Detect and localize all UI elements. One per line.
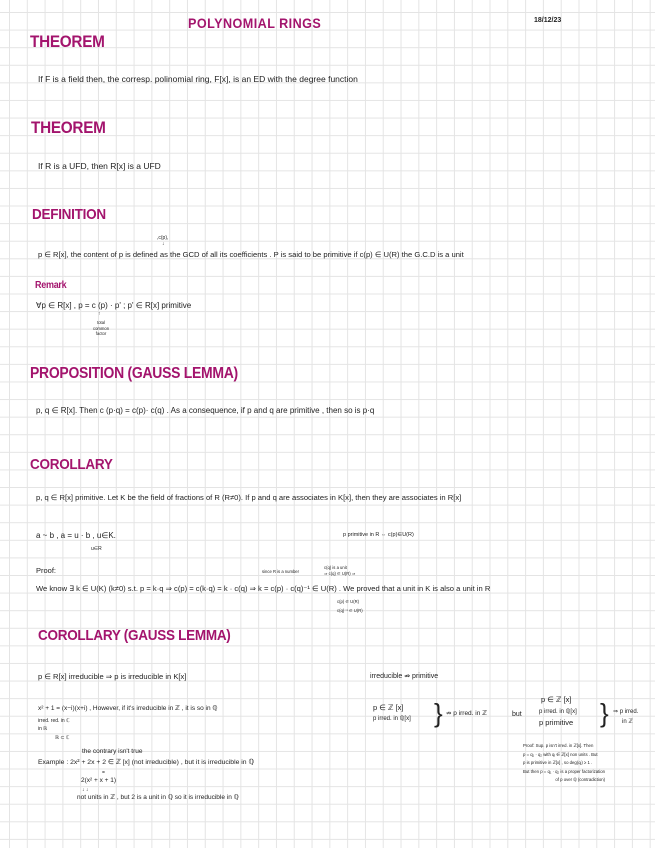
theorem-text: If F is a field then, the corresp. polinomial ring, F[x], is an ED with the degree function [38, 74, 358, 84]
right-title: irreducible ⇏ primitive [370, 673, 439, 680]
left-cond: p ∈ ℤ [x] [373, 703, 404, 712]
proof-line: But then p = q₁ · q₂ is a proper factorization [523, 768, 606, 774]
proof-sub: c(q)⁻¹ ∈ U(R) [337, 608, 363, 613]
example-end: not units in ℤ , but 2 is a unit in ℚ so it is irreducible in ℚ [77, 794, 239, 801]
proposition-text: p, q ∈ R[x]. Then c (p·q) = c(p)· c(q) . As a consequence, if p and q are primitive , then so is p·q [36, 406, 375, 415]
right-result: in ℤ [622, 719, 633, 725]
proof-sub: c(p) ∈ U(R) [337, 599, 360, 604]
but: but [512, 711, 522, 718]
corollary2-heading: COROLLARY (GAUSS LEMMA) [38, 627, 231, 644]
equals: = [102, 770, 105, 776]
example-note: ℝ ⊂ ℂ [55, 735, 70, 741]
arrow-icon: ↓ [162, 241, 165, 247]
page-title: POLYNOMIAL RINGS [188, 15, 322, 31]
brace-icon: } [600, 698, 609, 728]
proof-note: ⇒ c(q) ∈ U(R) ⇒ [324, 571, 356, 576]
contrary-note: the contrary isn't true [82, 748, 143, 755]
left-cond: p irred. in ℚ[x] [373, 716, 411, 722]
proof-text: We know ∃ k ∈ U(K) (k≠0) s.t. p = k·q ⇒ c(p) = c(k·q) = k · c(q) ⇒ k = c(p) · c(q)⁻¹ ∈ U(R) . We proved that a unit in K is also a unit in R [36, 584, 491, 593]
associates-note: u∈R [91, 546, 102, 552]
left-result: ⇏ p irred. in ℤ [446, 710, 487, 717]
theorem-heading: THEOREM [30, 32, 105, 51]
remark-note [93, 320, 109, 337]
proof-note: c(q) is a unit [324, 565, 347, 570]
example-text: Example : 2x² + 2x + 2 ∈ ℤ [x] (not irreducible) , but it is irreducible in ℚ [38, 759, 254, 766]
proof-line: of p over ℚ (contradiction) [555, 777, 606, 783]
primitive-note: p primitive in R ⇔ c(p)∈U(R) [343, 532, 414, 538]
associates-text: a ~ b , a = u · b , u∈K. [36, 531, 116, 540]
irreducible-proof [523, 742, 605, 785]
brace-icon: } [434, 698, 443, 728]
note-line: total [97, 320, 105, 325]
example-note: in ℝ [38, 726, 48, 732]
proof-line: p is primitive in ℤ[x] , so deg(qᵢ) ≥ 1 . [523, 760, 593, 766]
proof-line: p = q₁ · q₂ with qᵢ ∈ ℤ[x] non units . But [523, 751, 598, 757]
corollary-text: p, q ∈ R[x] primitive. Let K be the field of fractions of R (R≠0). If p and q are associates in K[x], then they are associates in R[x] [36, 493, 462, 502]
arrow-down-icon: ↓ ↓ [82, 787, 89, 793]
arrow-up-icon: ↑ [98, 311, 101, 317]
remark-heading: Remark [35, 280, 67, 291]
right-result: ⇒ p irred. [613, 709, 639, 715]
proof-note: since R is a number [262, 569, 300, 574]
example-factor: 2(x² + x + 1) [81, 777, 117, 784]
right-cond: p primitive [539, 718, 574, 727]
right-cond: p irred. in ℚ[x] [539, 709, 577, 715]
corollary2-text: p ∈ R[x] irreducible ⇒ p is irreducible in K[x] [38, 672, 187, 681]
theorem-text: If R is a UFD, then R[x] is a UFD [38, 161, 161, 171]
date: 18/12/23 [534, 17, 562, 24]
proof-line: Proof: Sup. p isn't irred. in ℤ[x]. Then [523, 743, 594, 748]
definition-heading: DEFINITION [32, 206, 106, 223]
proposition-heading: PROPOSITION (GAUSS LEMMA) [30, 365, 238, 382]
definition-text: p ∈ R[x], the content of p is defined as the GCD of all its coefficients . P is said to be primitive if c(p) ∈ U(R) the G.C.D is a unit [38, 250, 464, 259]
theorem-heading: THEOREM [31, 118, 106, 137]
corollary-heading: COROLLARY [30, 456, 113, 473]
proof-label: Proof: [36, 566, 57, 575]
example-line: x² + 1 = (x−i)(x+i) , However, if it's irreducible in ℤ , it is so in ℚ [38, 705, 218, 712]
remark-text: ∀p ∈ R[x] , p = c (p) · p' ; p' ∈ R[x] primitive [36, 301, 192, 310]
content-note: ,c(p), [157, 235, 169, 241]
note-line: common [93, 325, 110, 331]
note-line: factor [95, 331, 107, 336]
example-note: irred. red. in ℂ [38, 718, 70, 724]
right-cond: p ∈ ℤ [x] [541, 695, 572, 704]
